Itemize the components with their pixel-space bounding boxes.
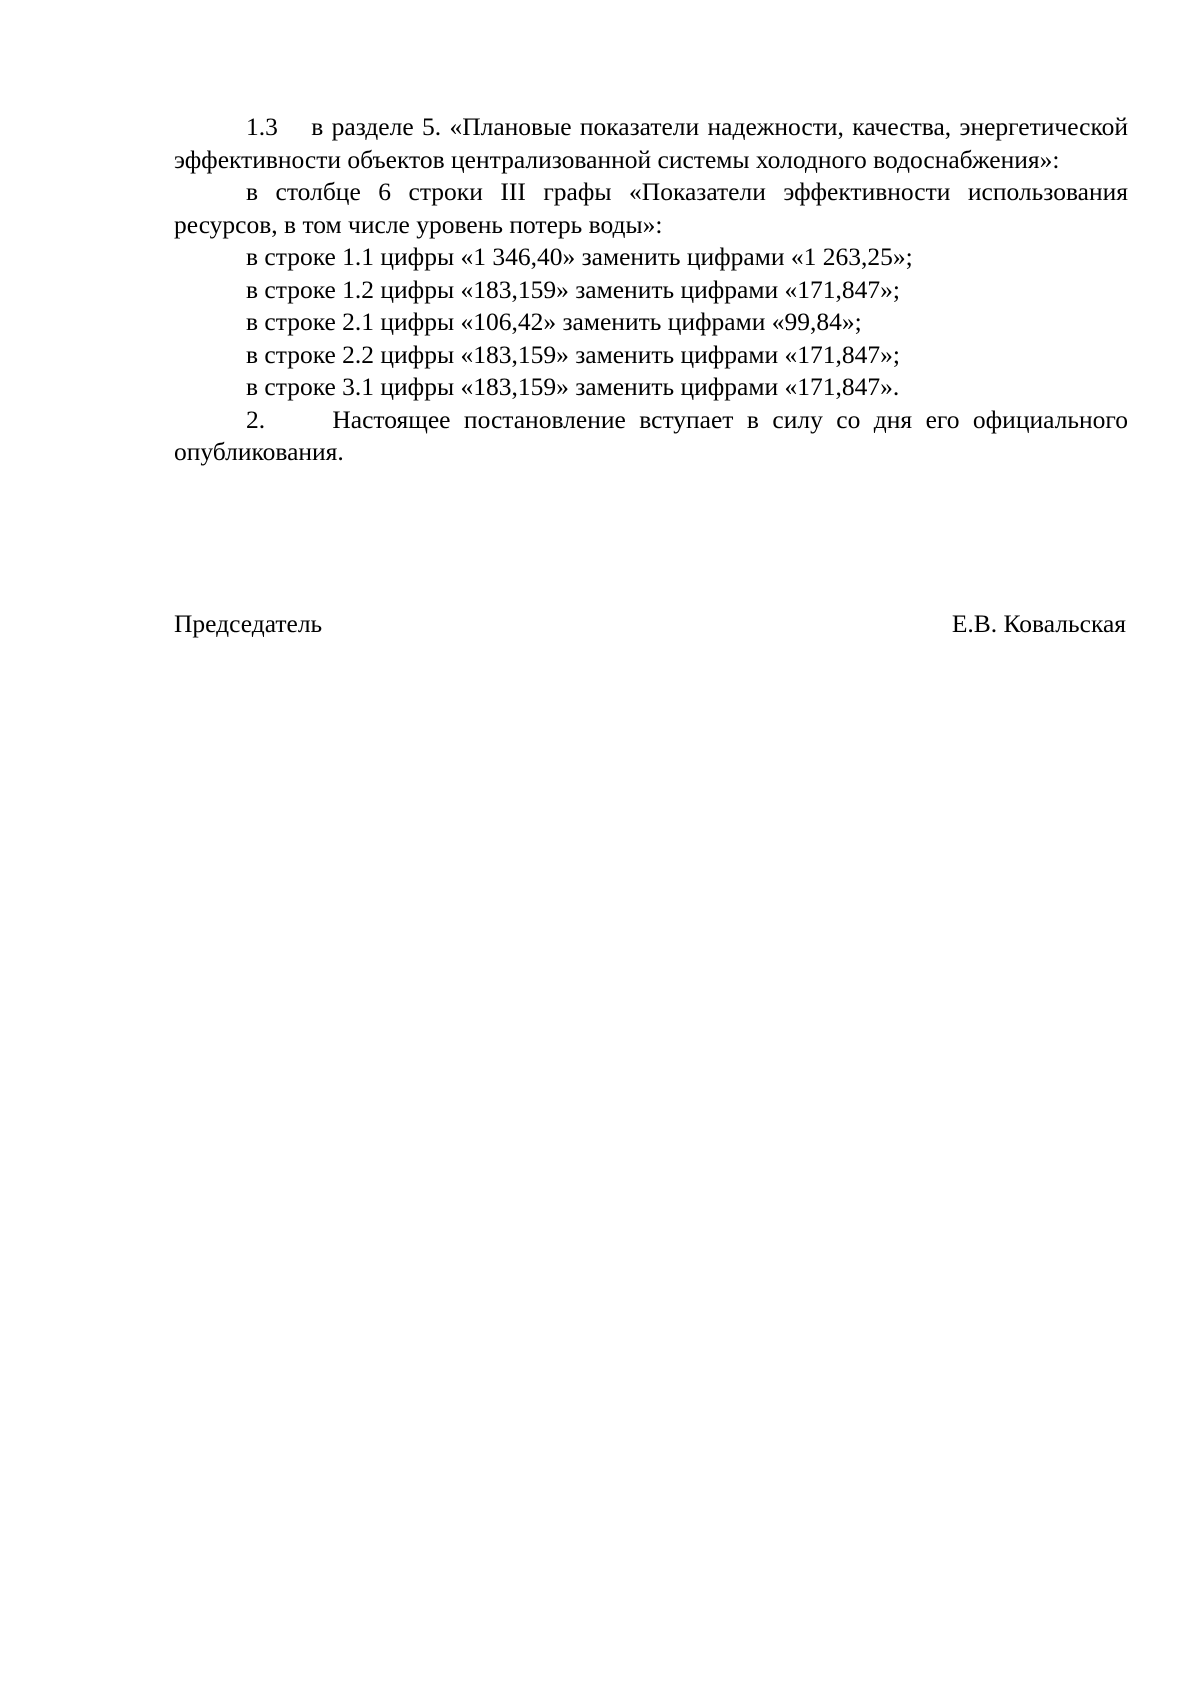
signature-position: Председатель <box>174 609 323 638</box>
paragraph-column-6: в столбце 6 строки III графы «Показатели эффективности использования ресурсов, в том числе уровень потерь воды»: <box>174 177 1128 239</box>
document-body <box>174 111 1128 469</box>
paragraph-item-2: 2. Настоящее постановление вступает в силу со дня его официального опубликования. <box>174 404 1128 466</box>
signature-name: Е.В. Ковальская <box>951 609 1126 638</box>
signature-block <box>174 608 1126 641</box>
paragraph-row-1-2: в строке 1.2 цифры «183,159» заменить цифрами «171,847»; <box>246 274 900 304</box>
paragraph-section-1-3: 1.3 в разделе 5. «Плановые показатели надежности, качества, энергетической эффективности объектов централизованной системы холодного водоснабжения»: <box>174 112 1128 174</box>
paragraph-row-1-1: в строке 1.1 цифры «1 346,40» заменить цифрами «1 263,25»; <box>246 242 913 271</box>
paragraph-row-2-2: в строке 2.2 цифры «183,159» заменить цифрами «171,847»; <box>246 339 900 369</box>
paragraph-row-2-1: в строке 2.1 цифры «106,42» заменить цифрами «99,84»; <box>246 307 862 336</box>
paragraph-row-3-1: в строке 3.1 цифры «183,159» заменить цифрами «171,847». <box>246 372 900 401</box>
